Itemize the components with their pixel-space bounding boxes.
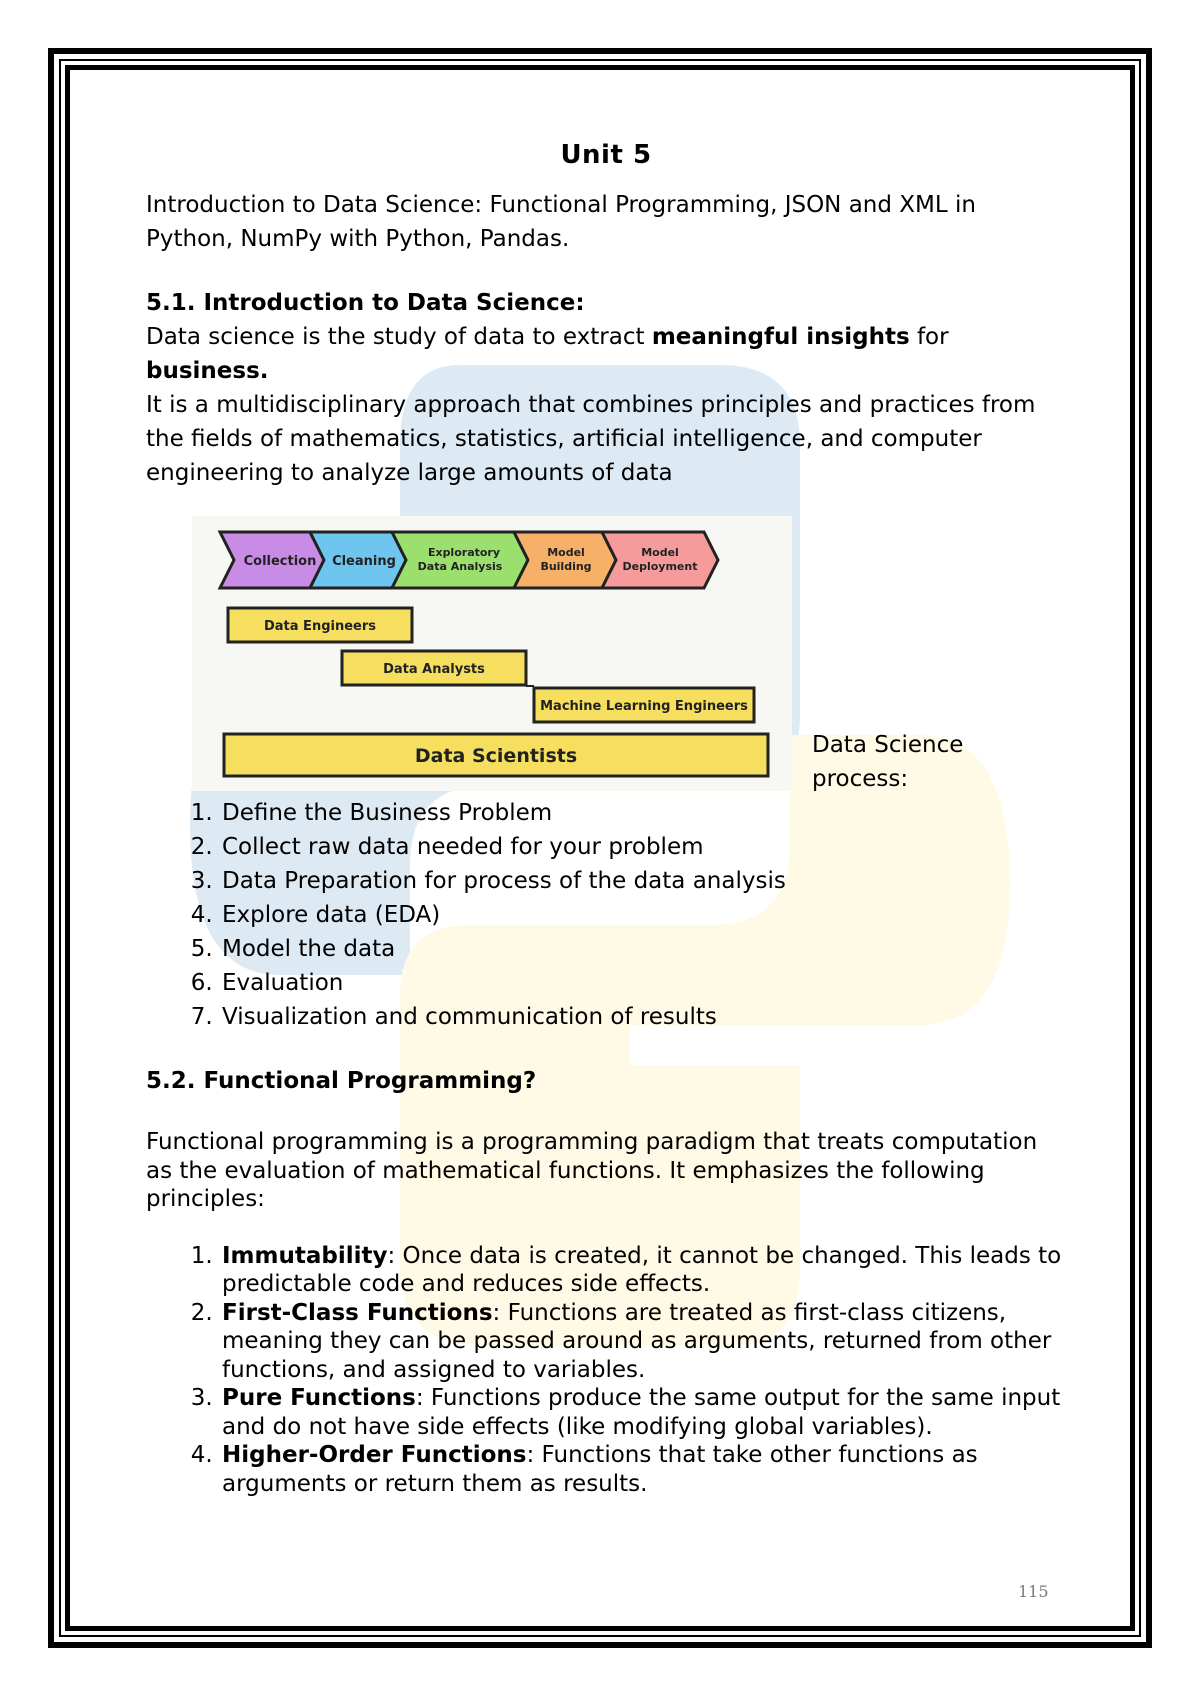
principle-item: [220, 1242, 1066, 1299]
process-step: 1. Define the Business Problem: [220, 796, 1066, 830]
principle-item: [220, 1384, 1066, 1441]
figure-row: [146, 516, 1066, 796]
figure-caption: Data Science process:: [812, 732, 964, 792]
principle-term: Higher-Order Functions: [222, 1442, 527, 1468]
principles-list: [146, 1242, 1066, 1499]
definition-text: Data science is the study of data to extract: [146, 324, 652, 350]
section-5-1-heading: 5.1. Introduction to Data Science:: [146, 290, 585, 316]
page-number: 115: [1018, 1582, 1049, 1601]
stage-label-model-deployment-line2: Deployment: [622, 560, 698, 573]
stage-label-model-deployment-line1: Model: [641, 546, 679, 559]
role-label-data-analysts: Data Analysts: [383, 662, 485, 677]
definition-bold-insights: meaningful insights: [651, 324, 910, 350]
data-science-process-diagram: [192, 516, 792, 791]
stage-label-cleaning: Cleaning: [332, 554, 396, 569]
process-step: 4. Explore data (EDA): [220, 898, 1066, 932]
principle-term: Pure Functions: [222, 1385, 416, 1411]
role-label-data-engineers: Data Engineers: [263, 619, 377, 634]
stage-label-collection: Collection: [243, 554, 317, 569]
stage-label-eda-line2: Data Analysis: [417, 560, 503, 573]
stage-label-model-building-line2: Building: [540, 560, 592, 573]
process-step: 5. Model the data: [220, 932, 1066, 966]
role-label-data-scientists: Data Scientists: [414, 745, 578, 767]
role-label-ml-engineers: Machine Learning Engineers: [540, 699, 748, 714]
stage-label-model-building-line1: Model: [547, 546, 585, 559]
principle-term: Immutability: [222, 1242, 388, 1269]
principle-desc: : Functions produce the same output for the same input and do not have side effects (like modifying global variables).: [222, 1385, 1061, 1440]
multidisciplinary-text: It is a multidisciplinary approach that combines principles and practices from the fields of mathematics, statistics, artificial intelligence, and computer engineering to analyze large amounts of data: [146, 392, 1036, 486]
process-steps-list: [146, 796, 1066, 1034]
process-step: 7. Visualization and communication of results: [220, 1000, 1066, 1034]
data-science-definition: [146, 320, 1066, 388]
process-step: 3. Data Preparation for process of the data analysis: [220, 864, 1066, 898]
definition-text-for: for: [909, 324, 949, 350]
page-content: [146, 140, 1066, 1498]
process-step: 6. Evaluation: [220, 966, 1066, 1000]
principle-term: First-Class Functions: [222, 1299, 493, 1326]
section-5-2-heading: 5.2. Functional Programming?: [146, 1068, 537, 1094]
principle-item: [220, 1441, 1066, 1498]
functional-programming-intro: Functional programming is a programming paradigm that treats computation as the evaluation of mathematical functions. It emphasizes the following principles:: [146, 1129, 1038, 1212]
unit-title: Unit 5: [560, 140, 652, 170]
unit-intro: Introduction to Data Science: Functional Programming, JSON and XML in Python, NumPy with Python, Pandas.: [146, 192, 976, 252]
process-step: 2. Collect raw data needed for your problem: [220, 830, 1066, 864]
principle-desc: : Functions are treated as first-class citizens, meaning they can be passed around as arguments, returned from other functions, and assigned to variables.: [222, 1299, 1052, 1383]
stage-label-eda-line1: Exploratory: [427, 546, 501, 559]
principle-desc: : Once data is created, it cannot be changed. This leads to predictable code and reduces side effects.: [222, 1242, 1062, 1297]
definition-bold-business: business.: [146, 358, 269, 384]
principle-item: [220, 1299, 1066, 1385]
principle-desc: : Functions that take other functions as arguments or return them as results.: [222, 1442, 978, 1497]
